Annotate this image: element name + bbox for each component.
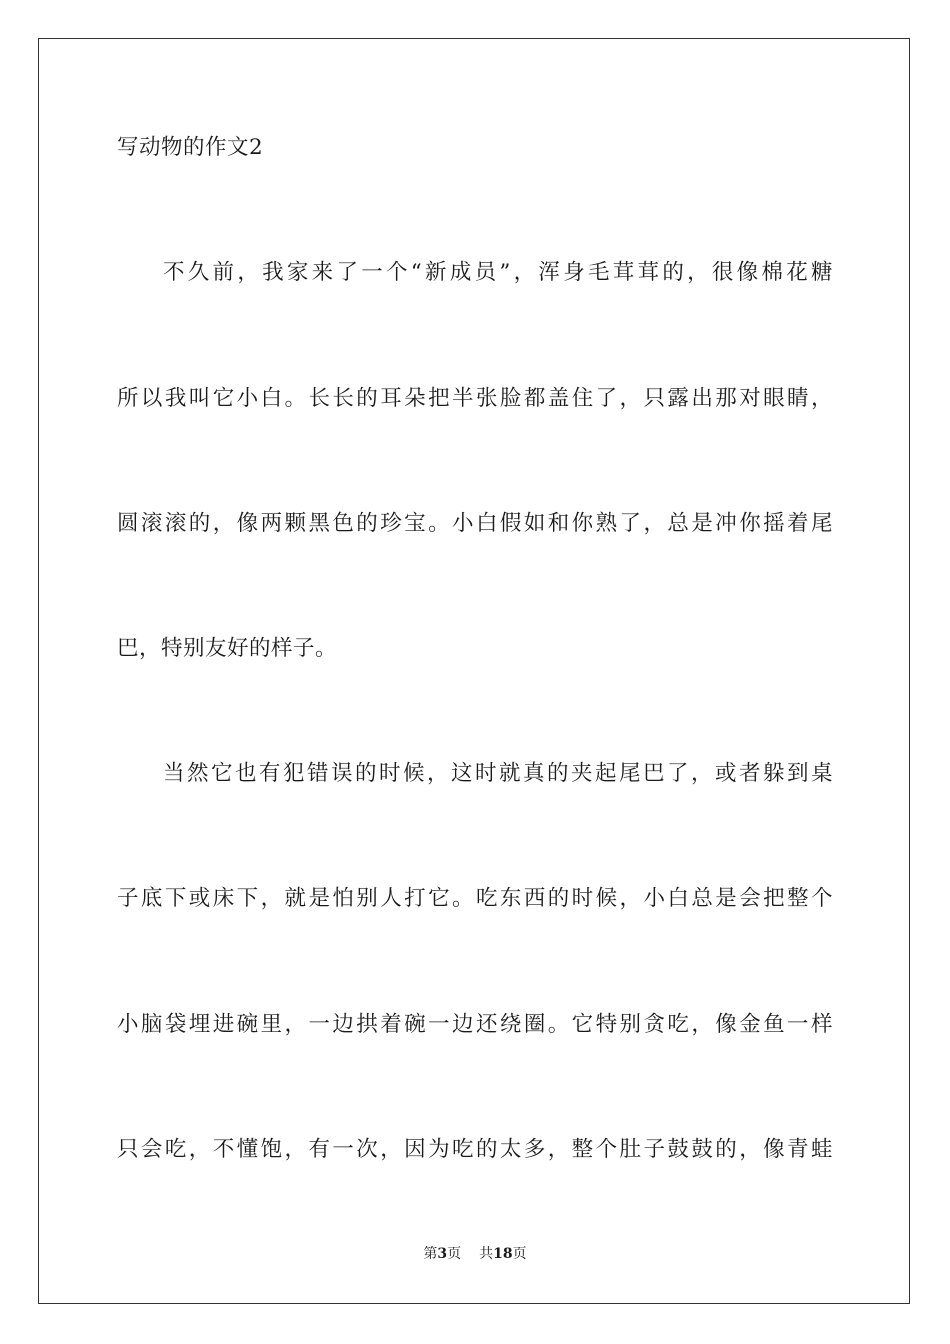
paragraph-line: 当然它也有犯错误的时候，这时就真的夹起尾巴了，或者躲到桌 [163, 761, 833, 786]
paragraph-line: 圆滚滚的，像两颗黑色的珍宝。小白假如和你熟了，总是冲你摇着尾 [117, 511, 833, 536]
paragraph-line: 子底下或床下，就是怕别人打它。吃东西的时候，小白总是会把整个 [117, 886, 833, 911]
page-border [38, 38, 910, 1304]
footer-page-number: 3 [437, 1246, 448, 1262]
paragraph-line: 不久前，我家来了一个“新成员”，浑身毛茸茸的，很像棉花糖 [163, 260, 833, 285]
footer-page-prefix: 第 [423, 1246, 438, 1262]
footer-page-suffix: 页 [447, 1246, 462, 1262]
paragraph-line: 只会吃，不懂饱，有一次，因为吃的太多，整个肚子鼓鼓的，像青蛙 [117, 1137, 833, 1162]
footer-total-pages: 18 [493, 1246, 513, 1262]
paragraph-line: 所以我叫它小白。长长的耳朵把半张脸都盖住了，只露出那对眼睛， [117, 386, 833, 411]
footer-total-prefix: 共 [479, 1246, 494, 1262]
paragraph-line: 小脑袋埋进碗里，一边拱着碗一边还绕圈。它特别贪吃，像金鱼一样 [117, 1012, 833, 1037]
document-heading: 写动物的作文2 [117, 135, 264, 160]
page-footer [0, 1245, 950, 1263]
footer-total-suffix: 页 [512, 1246, 527, 1262]
paragraph-line: 巴，特别友好的样子。 [117, 636, 338, 661]
